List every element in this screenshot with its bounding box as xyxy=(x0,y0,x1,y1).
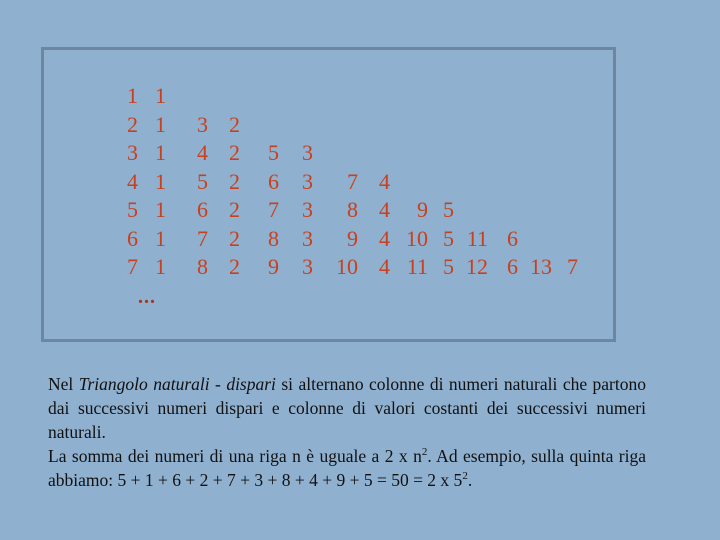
triangle-cell-r6-c3: 7 xyxy=(197,226,208,251)
triangle-cell-r7-c11: 12 xyxy=(466,254,488,279)
triangle-cell-r4-c6: 3 xyxy=(302,169,313,194)
triangle-cell-r4-c3: 5 xyxy=(197,169,208,194)
triangle-cell-r7-c3: 8 xyxy=(197,254,208,279)
triangle-cell-r5-c4: 2 xyxy=(229,197,240,222)
triangle-cell-r6-c11: 11 xyxy=(466,226,488,251)
description-text xyxy=(48,372,646,492)
triangle-cell-r5-c2: 1 xyxy=(155,197,166,222)
triangle-cell-r1-c1: 1 xyxy=(127,83,138,108)
triangle-cell-r6-c7: 9 xyxy=(347,226,358,251)
triangle-cell-r6-c8: 4 xyxy=(379,226,390,251)
triangle-cell-r6-c4: 2 xyxy=(229,226,240,251)
triangle-cell-r3-c4: 2 xyxy=(229,140,240,165)
triangle-cell-r3-c6: 3 xyxy=(302,140,313,165)
triangle-cell-r7-c14: 7 xyxy=(567,254,578,279)
triangle-cell-r6-c9: 10 xyxy=(406,226,428,251)
triangle-cell-r1-c2: 1 xyxy=(155,83,166,108)
triangle-cell-r7-c9: 11 xyxy=(406,254,428,279)
triangle-cell-r7-c2: 1 xyxy=(155,254,166,279)
triangle-cell-r5-c10: 5 xyxy=(443,197,454,222)
triangle-cell-r5-c8: 4 xyxy=(379,197,390,222)
triangle-cell-r4-c8: 4 xyxy=(379,169,390,194)
triangle-cell-r7-c6: 3 xyxy=(302,254,313,279)
triangle-cell-r7-c5: 9 xyxy=(268,254,279,279)
triangle-cell-r6-c2: 1 xyxy=(155,226,166,251)
triangle-cell-r7-c7: 10 xyxy=(336,254,358,279)
triangle-name: Triangolo naturali - dispari xyxy=(78,374,276,394)
triangle-cell-r3-c5: 5 xyxy=(268,140,279,165)
triangle-cell-r7-c4: 2 xyxy=(229,254,240,279)
triangle-cell-r6-c10: 5 xyxy=(443,226,454,251)
triangle-cell-r7-c12: 6 xyxy=(507,254,518,279)
triangle-cell-r3-c2: 1 xyxy=(155,140,166,165)
triangle-cell-r6-c1: 6 xyxy=(127,226,138,251)
triangle-cell-r6-c5: 8 xyxy=(268,226,279,251)
triangle-cell-r7-c8: 4 xyxy=(379,254,390,279)
triangle-cell-r5-c5: 7 xyxy=(268,197,279,222)
triangle-cell-r7-c10: 5 xyxy=(443,254,454,279)
triangle-cell-r4-c2: 1 xyxy=(155,169,166,194)
triangle-cell-r7-c13: 13 xyxy=(530,254,552,279)
triangle-cell-r5-c1: 5 xyxy=(127,197,138,222)
triangle-cell-r5-c7: 8 xyxy=(347,197,358,222)
description-paragraph-1: Nel Triangolo naturali - dispari si alternano colonne di numeri naturali che partono dai successivi numeri dispari e colonne di valori costanti dei successivi numeri naturali. xyxy=(48,374,646,442)
triangle-cell-r2-c3: 3 xyxy=(197,112,208,137)
triangle-cell-r2-c4: 2 xyxy=(229,112,240,137)
triangle-cell-r3-c3: 4 xyxy=(197,140,208,165)
triangle-cell-r4-c4: 2 xyxy=(229,169,240,194)
triangle-cell-r4-c7: 7 xyxy=(347,169,358,194)
triangle-ellipsis: ... xyxy=(138,286,156,308)
triangle-cell-r5-c6: 3 xyxy=(302,197,313,222)
triangle-cell-r5-c3: 6 xyxy=(197,197,208,222)
triangle-cell-r6-c12: 6 xyxy=(507,226,518,251)
triangle-cell-r7-c1: 7 xyxy=(127,254,138,279)
triangle-cell-r5-c9: 9 xyxy=(417,197,428,222)
triangle-cell-r4-c5: 6 xyxy=(268,169,279,194)
triangle-cell-r2-c2: 1 xyxy=(155,112,166,137)
description-paragraph-2: La somma dei numeri di una riga n è uguale a 2 x $n^2$. Ad esempio, sulla quinta riga abbiamo: 5 + 1 + 6 + 2 + 7 + 3 + 8 + 4 + 9 + 5 = 50 = 2 x $5^2$. xyxy=(48,446,646,490)
triangle-cell-r3-c1: 3 xyxy=(127,140,138,165)
triangle-cell-r6-c6: 3 xyxy=(302,226,313,251)
triangle-cell-r2-c1: 2 xyxy=(127,112,138,137)
triangle-cell-r4-c1: 4 xyxy=(127,169,138,194)
